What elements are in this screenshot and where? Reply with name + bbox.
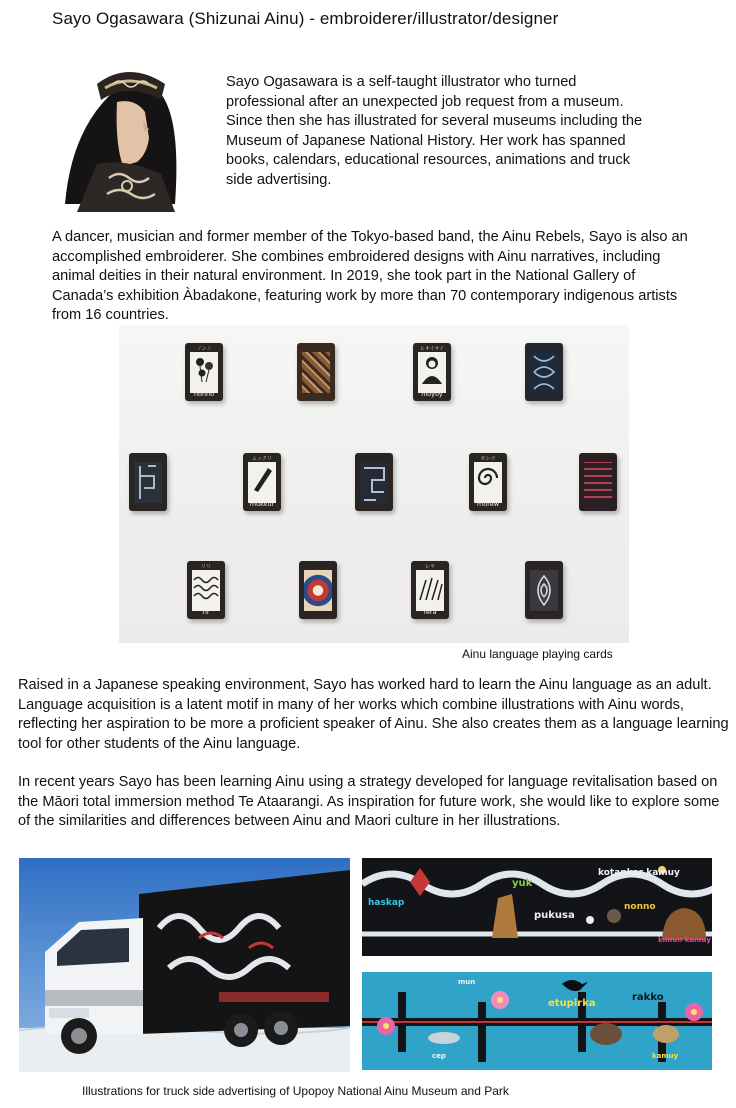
banner-word: nonno: [624, 902, 656, 912]
card-rera: [411, 561, 449, 619]
card-embroidered-3: [129, 453, 167, 511]
card-kana: リリ: [200, 564, 211, 570]
intro-paragraph: Sayo Ogasawara is a self-taught illustrator who turned professional after an unexpected job request from a museum. Since then she has illustrated for several museums including the Museum of Japanese National History. Her work has spanned books, calendars, educational resources, animations and truck side advertising.: [226, 74, 643, 188]
card-kana: モレウ: [480, 456, 496, 462]
truck-photo: [19, 858, 350, 1072]
truck-banner-2: [362, 972, 712, 1070]
card-label: rir: [202, 608, 210, 616]
card-kana: ノンノ: [196, 346, 212, 352]
card-label: morew: [476, 500, 500, 508]
card-embroidered-1: [297, 343, 335, 401]
card-nonno: [185, 343, 223, 401]
page-title: Sayo Ogasawara (Shizunai Ainu) - embroiderer/illustrator/designer: [52, 9, 559, 28]
person-icon: [418, 352, 446, 384]
wind-grass-icon: [416, 570, 444, 602]
card-label: rera: [423, 608, 437, 616]
card-mukkur: [243, 453, 281, 511]
card-morew: [469, 453, 507, 511]
card-embroidered-7: [525, 561, 563, 619]
banner-word: kotankor kamuy: [598, 868, 680, 878]
playing-cards-photo: [119, 325, 629, 643]
card-label: hioyoy: [421, 390, 443, 398]
card-label: nonno: [193, 390, 215, 398]
card-embroidered-5: [579, 453, 617, 511]
banner-word: haskap: [368, 898, 405, 908]
banner-word: mun: [458, 978, 476, 986]
bio-paragraph: A dancer, musician and former member of the Tokyo-based band, the Ainu Rebels, Sayo is also an accomplished embroiderer. She combines embroidered designs with Ainu narratives, including animal deities in their natural environment. In 2019, she took part in the National Gallery of Canada’s exhibition Àbadakone, featuring work by more than 70 contemporary indigenous artists from 16 countries.: [52, 229, 688, 323]
banner-word: rakko: [632, 992, 664, 1003]
recent-paragraph: In recent years Sayo has been learning Ainu using a strategy developed for language revitalisation based on the Māori total immersion method Te Ataarangi. As inspiration for future work, she would like to explore some of the similarities and differences between Ainu and Maori culture in her illustrations.: [18, 774, 720, 829]
card-embroidered-2: [525, 343, 563, 401]
banner-word: kimun kamuy: [658, 936, 711, 944]
banner-word: pukusa: [534, 910, 575, 921]
card-label: mukkur: [249, 500, 275, 508]
card-embroidered-6: [299, 561, 337, 619]
card-rir: [187, 561, 225, 619]
spiral-icon: [474, 462, 502, 494]
card-kana: ムックリ: [252, 456, 272, 462]
flower-icon: [190, 352, 218, 384]
banner-word: etupirka: [548, 998, 596, 1009]
truck-caption: Illustrations for truck side advertising of Upopoy National Ainu Museum and Park: [82, 1084, 509, 1098]
card-hioyoy: [413, 343, 451, 401]
portrait-photo: [57, 54, 199, 212]
banner-word: cep: [432, 1052, 446, 1060]
card-embroidered-4: [355, 453, 393, 511]
banner-word: kamuy: [652, 1052, 679, 1060]
language-paragraph: Raised in a Japanese speaking environment, Sayo has worked hard to learn the Ainu language as an adult. Language acquisition is a latent motif in many of her works which combine illustrations with Ainu words, reflecting her aspiration to be more a proficient speaker of Ainu. She also creates them as a language learning tool for other students of the Ainu language.: [18, 677, 729, 752]
truck-banner-1: [362, 858, 712, 956]
mouth-harp-icon: [248, 462, 276, 494]
cards-caption: Ainu language playing cards: [462, 647, 613, 661]
wave-icon: [192, 570, 220, 602]
card-kana: ヒオイオイ: [419, 346, 445, 352]
card-kana: レラ: [424, 564, 435, 570]
banner-word: yuk: [512, 878, 533, 889]
